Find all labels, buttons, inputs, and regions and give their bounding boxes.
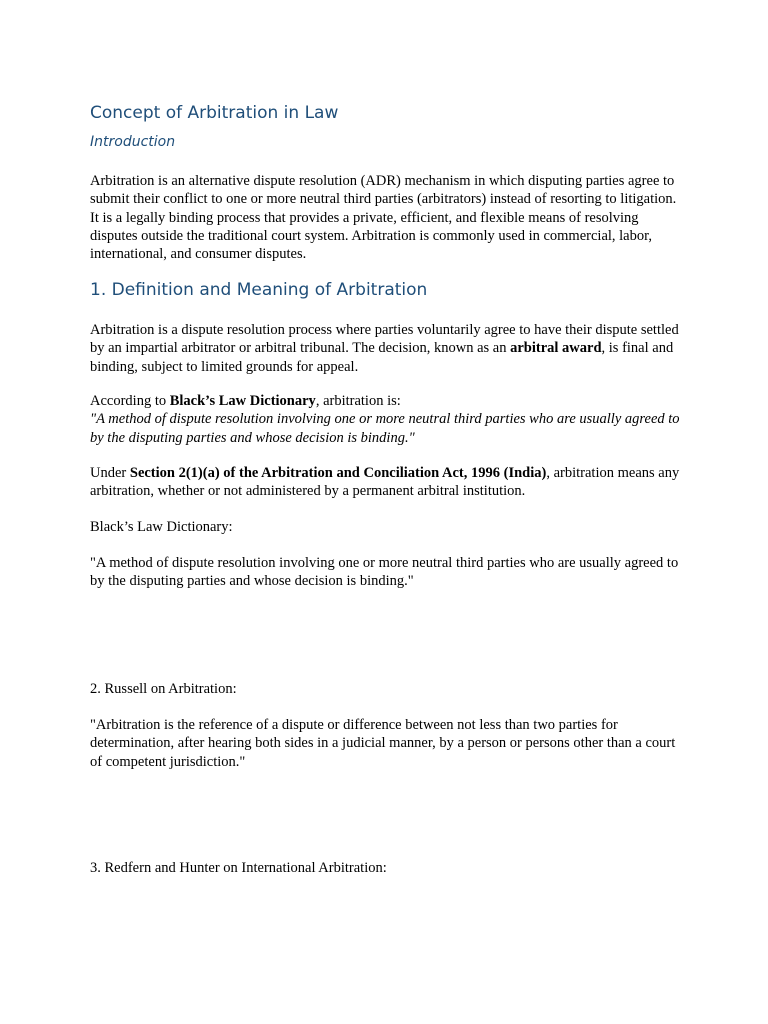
blacks-intro-text: According to: [90, 393, 170, 409]
act-text-end: , arbitration means any arbitration, whether or not administered by a permanent arbitral institution.: [90, 465, 680, 500]
definition-text-start: Arbitration is a dispute resolution process where parties voluntarily agree to have their dispute settled by an impartial arbitrator or arbitral tribunal. The decision, known as an: [90, 322, 679, 357]
redfern-hunter-label: 3. Redfern and Hunter on International Arbitration:: [90, 860, 387, 876]
act-section-reference: Section 2(1)(a) of the Arbitration and Conciliation Act, 1996 (India): [129, 465, 547, 481]
document-title: Concept of Arbitration in Law: [90, 103, 339, 123]
blacks-law-paragraph: [90, 392, 680, 447]
act-text-start: Under: [90, 465, 130, 481]
arbitral-award-term: arbitral award: [510, 340, 602, 357]
definition-text-end: , is final and binding, subject to limited grounds for appeal.: [90, 340, 674, 375]
blacks-definition-quote: "A method of dispute resolution involving one or more neutral third parties who are usually agreed to by the disputing parties and whose decision is binding.": [90, 411, 680, 446]
act-paragraph: [90, 464, 680, 501]
intro-paragraph: Arbitration is an alternative dispute resolution (ADR) mechanism in which disputing parties agree to submit their conflict to one or more neutral third parties (arbitrators) instead of resorting to litigation. It is a legally binding process that provides a private, efficient, and flexible means of resolving disputes outside the traditional court system. Arbitration is commonly used in commercial, labor, international, and consumer disputes.: [90, 173, 677, 263]
russell-label: 2. Russell on Arbitration:: [90, 681, 237, 697]
blacks-law-label: Black’s Law Dictionary:: [90, 519, 233, 535]
section-1-heading: 1. Definition and Meaning of Arbitration: [90, 280, 428, 300]
definition-paragraph: [90, 321, 680, 376]
blacks-law-quote: "A method of dispute resolution involving one or more neutral third parties who are usually agreed to by the disputing parties and whose decision is binding.": [90, 555, 679, 590]
russell-quote: "Arbitration is the reference of a dispute or difference between not less than two parties for determination, after hearing both sides in a judicial manner, by a person or persons other than a court of competent jurisdiction.": [90, 717, 676, 770]
introduction-subtitle: Introduction: [90, 134, 176, 150]
blacks-law-dictionary-term: Black’s Law Dictionary: [169, 393, 316, 409]
blacks-intro-end: , arbitration is:: [315, 393, 401, 409]
